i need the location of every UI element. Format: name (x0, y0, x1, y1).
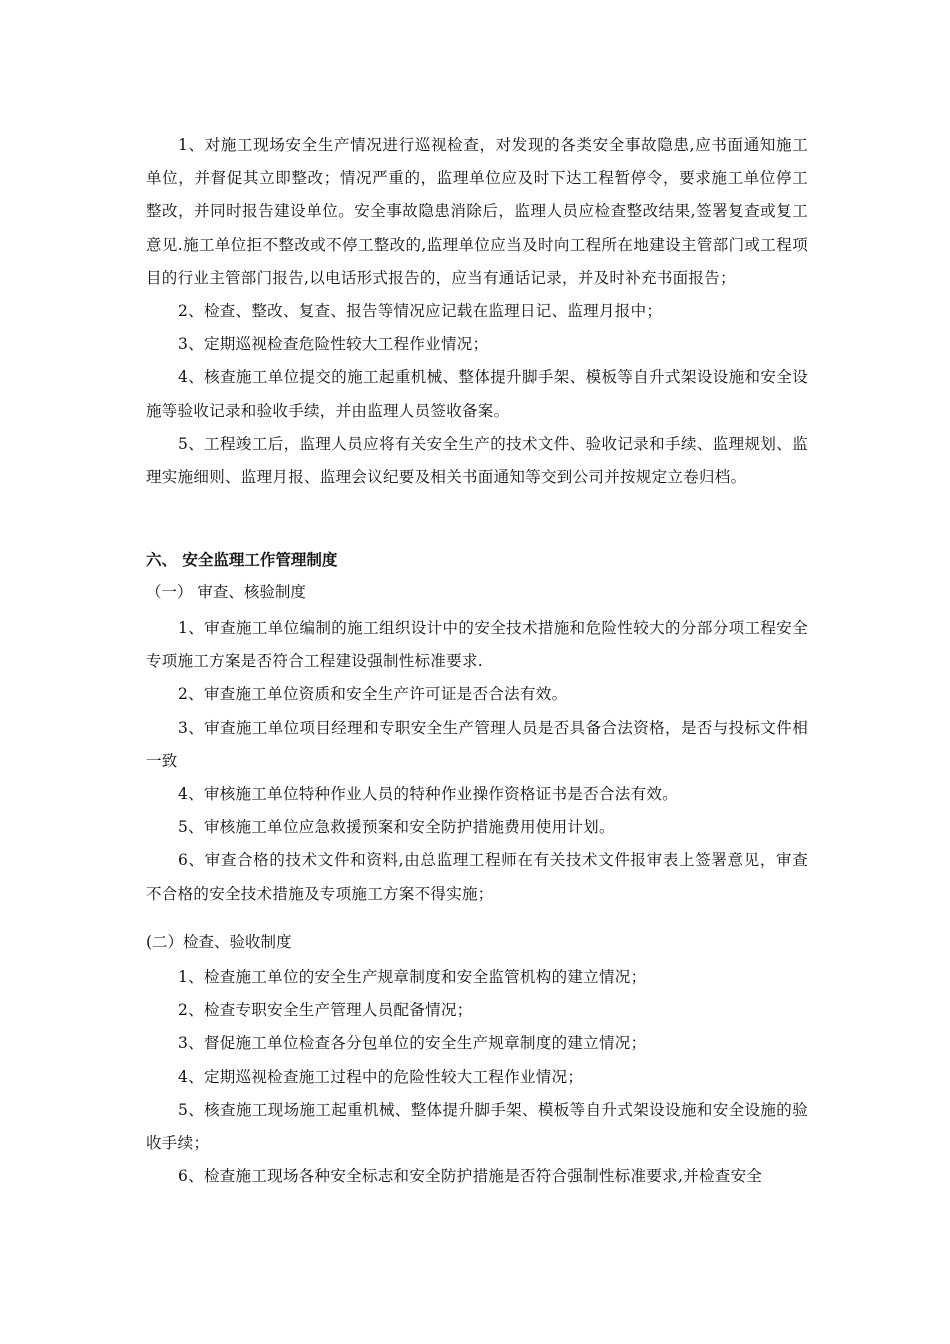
list-item: 4、核查施工单位提交的施工起重机械、整体提升脚手架、模板等自升式架设设施和安全设施等验收记录和验收手续，并由监理人员签收备案。 (146, 368, 808, 420)
section-six-heading: 六、 安全监理工作管理制度 (146, 551, 338, 569)
list-item: 2、检查、整改、复查、报告等情况应记载在监理日记、监理月报中； (178, 302, 663, 321)
list-item: 5、审核施工单位应急救援预案和安全防护措施费用使用计划。 (178, 818, 615, 837)
section-five-items (146, 129, 808, 494)
list-item: 6、审查合格的技术文件和资料,由总监理工程师在有关技术文件报审表上签署意见，审查不合格的安全技术措施及专项施工方案不得实施； (146, 851, 808, 903)
list-item: 3、督促施工单位检查各分包单位的安全生产规章制度的建立情况； (178, 1034, 647, 1053)
list-item: 5、核查施工现场施工起重机械、整体提升脚手架、模板等自升式架设设施和安全设施的验收手续； (146, 1100, 808, 1153)
list-item: 4、审核施工单位特种作业人员的特种作业操作资格证书是否合法有效。 (178, 785, 678, 804)
subsection-one-heading: （一） 审查、核验制度 (146, 583, 306, 601)
subsection-one-items (146, 612, 808, 911)
subsection-two-heading: (二）检查、验收制度 (146, 933, 292, 951)
list-item: 4、定期巡视检查施工过程中的危险性较大工程作业情况； (178, 1067, 584, 1086)
list-item: 2、检查专职安全生产管理人员配备情况； (178, 1001, 473, 1020)
list-item: 1、审查施工单位编制的施工组织设计中的安全技术措施和危险性较大的分部分项工程安全专项施工方案是否符合工程建设强制性标准要求. (146, 619, 808, 671)
list-item: 3、定期巡视检查危险性较大工程作业情况； (178, 335, 489, 354)
list-item: 3、审查施工单位项目经理和专职安全生产管理人员是否具备合法资格，是否与投标文件相一致 (146, 718, 808, 770)
subsection-two-items (146, 961, 808, 1193)
list-item: 1、检查施工单位的安全生产规章制度和安全监管机构的建立情况； (178, 968, 647, 986)
list-item: 6、检查施工现场各种安全标志和安全防护措施是否符合强制性标准要求,并检查安全 (178, 1167, 763, 1186)
list-item: 1、对施工现场安全生产情况进行巡视检查，对发现的各类安全事故隐患,应书面通知施工单位，并督促其立即整改；情况严重的，监理单位应及时下达工程暂停令，要求施工单位停工整改，并同时报告建设单位。安全事故隐患消除后，监理人员应检查整改结果,签署复查或复工意见.施工单位拒不整改或不停工整改的,监理单位应当及时向工程所在地建设主管部门或工程项目的行业主管部门报告,以电话形式报告的，应当有通话记录，并及时补充书面报告； (146, 136, 808, 287)
list-item: 5、工程竣工后，监理人员应将有关安全生产的技术文件、验收记录和手续、监理规划、监理实施细则、监理月报、监理会议纪要及相关书面通知等交到公司并按规定立卷归档。 (146, 434, 808, 487)
list-item: 2、审查施工单位资质和安全生产许可证是否合法有效。 (178, 685, 568, 704)
